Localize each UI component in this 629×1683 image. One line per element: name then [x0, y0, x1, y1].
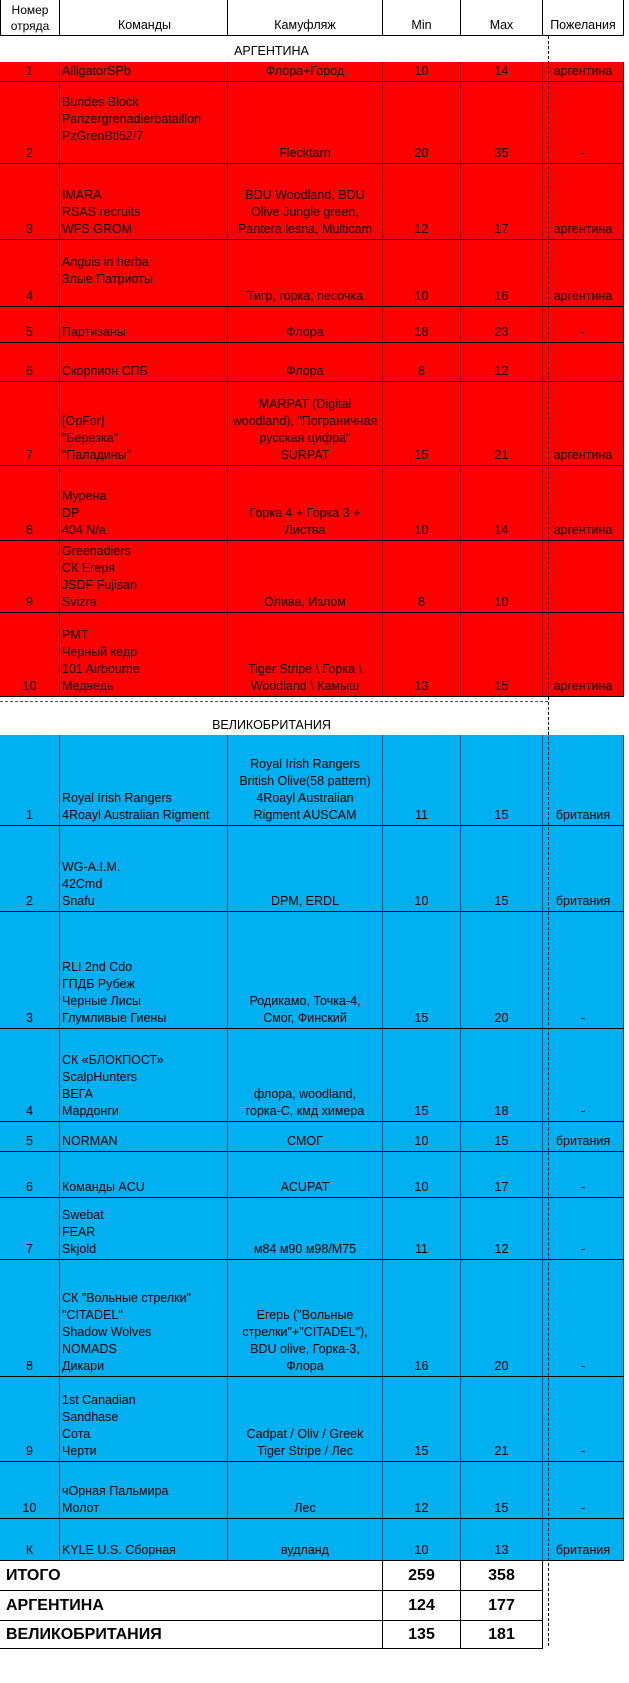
camo-cell	[228, 466, 383, 541]
wish-cell: аргентина	[543, 240, 624, 307]
max-cell: 20	[461, 1260, 543, 1377]
wish-cell: британия	[543, 826, 624, 912]
team-line: Скорпион СПБ	[62, 364, 148, 378]
squad-number: 10	[0, 613, 60, 697]
squad-number: 8	[0, 1260, 60, 1377]
argentina-row	[0, 613, 624, 697]
team-line: Черные Лисы	[62, 994, 141, 1008]
team-line: [OpFor]	[62, 414, 105, 428]
camo-cell	[228, 912, 383, 1029]
wishes-column-divider	[548, 36, 549, 1646]
team-line: Глумливые Гиены	[62, 1011, 167, 1025]
teams-cell	[60, 613, 228, 697]
max-cell: 10	[461, 541, 543, 613]
camo-cell	[228, 826, 383, 912]
min-cell: 10	[383, 62, 461, 82]
team-line: Команды ACU	[62, 1180, 145, 1194]
team-line: Молот	[62, 1501, 100, 1515]
camo-cell	[228, 240, 383, 307]
camo-cell	[228, 382, 383, 466]
min-cell: 10	[383, 240, 461, 307]
squad-number: 10	[0, 1462, 60, 1519]
wish-cell	[543, 541, 624, 613]
max-cell: 21	[461, 1377, 543, 1462]
team-line: Skjold	[62, 1242, 97, 1256]
teams-cell	[60, 466, 228, 541]
team-line: Черти	[62, 1444, 97, 1458]
camo-cell	[228, 164, 383, 240]
team-line: Черный кедр	[62, 645, 138, 659]
header-min: Min	[383, 0, 461, 36]
squad-number: 3	[0, 164, 60, 240]
teams-cell	[60, 1260, 228, 1377]
wish-cell: аргентина	[543, 382, 624, 466]
min-cell: 8	[383, 541, 461, 613]
section-argentina: АРГЕНТИНА	[234, 44, 309, 58]
team-line: NORMAN	[62, 1134, 118, 1148]
max-cell: 21	[461, 382, 543, 466]
teams-cell	[60, 826, 228, 912]
min-cell: 13	[383, 613, 461, 697]
team-line: KYLE U.S. Сборная	[62, 1543, 176, 1557]
min-cell: 12	[383, 1462, 461, 1519]
camo-cell	[228, 1519, 383, 1561]
max-cell: 20	[461, 912, 543, 1029]
squad-number: 3	[0, 912, 60, 1029]
britain-row	[0, 1122, 624, 1152]
camo-line: Olive Jungle green,	[251, 205, 359, 219]
team-line: СК Егеря	[62, 561, 115, 575]
max-cell: 14	[461, 62, 543, 82]
teams-cell	[60, 1152, 228, 1198]
britain-row	[0, 1260, 624, 1377]
teams-cell	[60, 541, 228, 613]
team-line: ГПДБ Рубеж	[62, 977, 135, 991]
min-cell: 10	[383, 1152, 461, 1198]
camo-line: Rigment AUSCAM	[253, 808, 357, 822]
team-line: СК «БЛОКПОСТ»	[62, 1053, 164, 1067]
total-row	[0, 1621, 624, 1649]
camo-line: Tiger Stripe / Лес	[257, 1444, 353, 1458]
min-cell: 11	[383, 735, 461, 826]
camo-line: горка-С, кмд химера	[245, 1104, 365, 1118]
britain-row	[0, 1029, 624, 1122]
team-line: Медведь	[62, 679, 114, 693]
teams-cell	[60, 735, 228, 826]
argentina-row	[0, 541, 624, 613]
camo-line: Тигр, горка, песочка	[246, 289, 364, 303]
total-min: 124	[383, 1591, 461, 1621]
britain-row	[0, 1152, 624, 1198]
wish-cell: -	[543, 307, 624, 343]
teams-cell	[60, 307, 228, 343]
teams-cell	[60, 1377, 228, 1462]
teams-cell	[60, 343, 228, 382]
britain-row	[0, 1462, 624, 1519]
team-line: СК "Вольные стрелки"	[62, 1291, 191, 1305]
min-cell: 15	[383, 1377, 461, 1462]
max-cell: 17	[461, 1152, 543, 1198]
team-line: DP	[62, 506, 80, 520]
wish-cell: -	[543, 82, 624, 164]
wish-cell: аргентина	[543, 164, 624, 240]
squad-number: 9	[0, 1377, 60, 1462]
squad-number: К	[0, 1519, 60, 1561]
squad-number: 7	[0, 382, 60, 466]
team-line: Snafu	[62, 894, 95, 908]
max-cell: 17	[461, 164, 543, 240]
team-line: Партизаны	[62, 325, 126, 339]
camo-line: Royal Irish Rangers	[250, 757, 360, 771]
team-line: ScalpHunters	[62, 1070, 138, 1084]
team-line: NOMADS	[62, 1342, 117, 1356]
team-line: 42Cmd	[62, 877, 103, 891]
camo-cell	[228, 1462, 383, 1519]
wish-cell: аргентина	[543, 613, 624, 697]
wish-cell: -	[543, 912, 624, 1029]
camo-line: Егерь ("Вольные	[256, 1308, 354, 1322]
camo-cell	[228, 1198, 383, 1260]
teams-cell	[60, 1122, 228, 1152]
camo-cell	[228, 82, 383, 164]
squad-number: 8	[0, 466, 60, 541]
britain-row	[0, 1519, 624, 1561]
camo-cell	[228, 1152, 383, 1198]
total-row	[0, 1591, 624, 1621]
camo-line: Олива, Излом	[264, 595, 346, 609]
team-line: 1st Canadian	[62, 1393, 136, 1407]
min-cell: 16	[383, 1260, 461, 1377]
wish-cell: британия	[543, 735, 624, 826]
header-camo: Камуфляж	[228, 0, 383, 36]
camo-line: Горка 4 + Горка 3 +	[249, 506, 361, 520]
wish-cell: -	[543, 1260, 624, 1377]
squad-number: 4	[0, 1029, 60, 1122]
argentina-row	[0, 343, 624, 382]
wish-cell: -	[543, 1462, 624, 1519]
camo-cell	[228, 1029, 383, 1122]
camo-line: 4Roayl Australian	[256, 791, 354, 805]
min-cell: 11	[383, 1198, 461, 1260]
team-line: Royal Irish Rangers	[62, 791, 172, 805]
britain-row	[0, 826, 624, 912]
camo-cell	[228, 62, 383, 82]
squad-number: 7	[0, 1198, 60, 1260]
camo-line: DPM, ERDL	[270, 894, 340, 908]
camo-cell	[228, 343, 383, 382]
max-cell: 15	[461, 1122, 543, 1152]
camo-cell	[228, 735, 383, 826]
squad-number: 6	[0, 343, 60, 382]
min-cell: 12	[383, 164, 461, 240]
teams-cell	[60, 1029, 228, 1122]
camo-line: вудланд	[281, 1543, 329, 1557]
camo-line: Листва	[284, 523, 326, 537]
britain-row	[0, 735, 624, 826]
camo-line: флора, woodland,	[253, 1087, 357, 1101]
camo-line: Woodland \ Камыш	[250, 679, 360, 693]
camo-line: woodland), "Пограничная	[232, 414, 378, 428]
team-line: Swebat	[62, 1208, 104, 1222]
total-label: ИТОГО	[0, 1561, 383, 1591]
team-line: "Березка"	[62, 431, 119, 445]
max-cell: 15	[461, 1462, 543, 1519]
camo-line: Родикамо, Точка-4,	[249, 994, 361, 1008]
teams-cell	[60, 1198, 228, 1260]
britain-row	[0, 1198, 624, 1260]
team-line: WG-A.I.M.	[62, 860, 121, 874]
camo-line: Flecktarn	[279, 146, 331, 160]
wish-cell: -	[543, 1198, 624, 1260]
team-line: 4Roayl Australian Rigment	[62, 808, 210, 822]
camo-line: BDU olive, Горка-3,	[250, 1342, 360, 1356]
camo-line: Cadpat / Oliv / Greek	[246, 1427, 364, 1441]
total-min: 259	[383, 1561, 461, 1591]
min-cell: 10	[383, 1519, 461, 1561]
teams-cell	[60, 82, 228, 164]
max-cell: 15	[461, 826, 543, 912]
total-max: 177	[461, 1591, 543, 1621]
camo-line: Флора+Город	[265, 64, 345, 78]
squad-number: 5	[0, 307, 60, 343]
argentina-row	[0, 62, 624, 82]
camo-line: Флора	[286, 1359, 324, 1373]
header-wishes: Пожелания	[543, 0, 624, 36]
team-line: 101 Airbourne	[62, 662, 140, 676]
team-line: PMT	[62, 628, 89, 642]
camo-line: British Olive(58 pattern)	[239, 774, 371, 788]
squad-number: 6	[0, 1152, 60, 1198]
squad-number: 1	[0, 735, 60, 826]
team-line: "CITADEL"	[62, 1308, 123, 1322]
teams-cell	[60, 912, 228, 1029]
wish-cell: британия	[543, 1519, 624, 1561]
team-line: Сота	[62, 1427, 91, 1441]
section-britain: ВЕЛИКОБРИТАНИЯ	[212, 718, 331, 732]
team-line: Sandhase	[62, 1410, 119, 1424]
team-line: ВЕГА	[62, 1087, 93, 1101]
teams-cell	[60, 1519, 228, 1561]
camo-cell	[228, 307, 383, 343]
camo-cell	[228, 1377, 383, 1462]
section-divider	[0, 701, 548, 702]
wish-cell: -	[543, 1377, 624, 1462]
min-cell: 10	[383, 826, 461, 912]
team-line: Злые Патриоты	[62, 272, 153, 286]
camo-line: SURPAT	[280, 448, 330, 462]
team-line: Дикари	[62, 1359, 105, 1373]
team-line: Greenadiers	[62, 544, 131, 558]
team-line: JSDF Fujisan	[62, 578, 138, 592]
max-cell: 15	[461, 613, 543, 697]
team-line: "Паладины"	[62, 448, 132, 462]
min-cell: 8	[383, 343, 461, 382]
argentina-row	[0, 240, 624, 307]
total-row	[0, 1561, 624, 1591]
camo-cell	[228, 613, 383, 697]
wish-cell	[543, 343, 624, 382]
team-line: AlligatorSPb	[62, 64, 131, 78]
max-cell: 23	[461, 307, 543, 343]
argentina-row	[0, 82, 624, 164]
min-cell: 15	[383, 912, 461, 1029]
wish-cell: британия	[543, 1122, 624, 1152]
team-line: FEAR	[62, 1225, 96, 1239]
squad-number: 2	[0, 82, 60, 164]
team-line: RSAS recruits	[62, 205, 141, 219]
header-teams: Команды	[60, 0, 228, 36]
camo-line: ACUPAT	[280, 1180, 330, 1194]
team-line	[62, 145, 227, 162]
squad-number: 5	[0, 1122, 60, 1152]
team-line: Shadow Wolves	[62, 1325, 152, 1339]
camo-line: Флора	[286, 364, 324, 378]
min-cell: 20	[383, 82, 461, 164]
total-label: ВЕЛИКОБРИТАНИЯ	[0, 1621, 383, 1649]
wish-cell: -	[543, 1029, 624, 1122]
teams-cell	[60, 62, 228, 82]
team-line: PzGrenBtl52/7	[62, 129, 144, 143]
team-line: чОрная Пальмира	[62, 1484, 169, 1498]
camo-line: Лес	[294, 1501, 316, 1515]
teams-cell	[60, 164, 228, 240]
camo-line: м84 м90 м98/M75	[253, 1242, 357, 1256]
max-cell: 15	[461, 735, 543, 826]
total-max: 181	[461, 1621, 543, 1649]
argentina-row	[0, 382, 624, 466]
team-line: Bundes Block	[62, 95, 139, 109]
team-line: Мурена	[62, 489, 107, 503]
camo-cell	[228, 1260, 383, 1377]
teams-cell	[60, 240, 228, 307]
camo-cell	[228, 541, 383, 613]
britain-row	[0, 912, 624, 1029]
camo-line: стрелки"+"CITADEL"),	[242, 1325, 368, 1339]
header-row	[0, 0, 624, 36]
wish-cell: -	[543, 1152, 624, 1198]
min-cell: 10	[383, 1122, 461, 1152]
teams-cell	[60, 382, 228, 466]
wish-cell: аргентина	[543, 466, 624, 541]
squad-number: 9	[0, 541, 60, 613]
header-max: Max	[461, 0, 543, 36]
team-line: RLI 2nd Cdo	[62, 960, 133, 974]
team-line: Anguis in herba	[62, 255, 149, 269]
squad-number: 2	[0, 826, 60, 912]
squad-number: 1	[0, 62, 60, 82]
camo-cell	[228, 1122, 383, 1152]
total-label: АРГЕНТИНА	[0, 1591, 383, 1621]
argentina-row	[0, 307, 624, 343]
team-line: Мардонги	[62, 1104, 119, 1118]
camo-line: русская цифра"	[259, 431, 351, 445]
max-cell: 12	[461, 1198, 543, 1260]
team-line: Panzergrenadierbataillon	[62, 112, 201, 126]
teams-cell	[60, 1462, 228, 1519]
max-cell: 18	[461, 1029, 543, 1122]
team-line: 404 N/a	[62, 523, 106, 537]
camo-line: Tiger Stripe \ Горка \	[247, 662, 363, 676]
camo-line: MARPAT (Digital	[258, 397, 352, 411]
max-cell: 14	[461, 466, 543, 541]
max-cell: 13	[461, 1519, 543, 1561]
camo-line: BDU Woodland, BDU	[245, 188, 365, 202]
min-cell: 15	[383, 1029, 461, 1122]
total-min: 135	[383, 1621, 461, 1649]
min-cell: 15	[383, 382, 461, 466]
team-line	[62, 288, 227, 305]
min-cell: 10	[383, 466, 461, 541]
camo-line: Флора	[286, 325, 324, 339]
argentina-row	[0, 164, 624, 240]
team-line: IMARA	[62, 188, 102, 202]
squad-number: 4	[0, 240, 60, 307]
header-num: Номер отряда	[0, 0, 60, 36]
wish-cell: аргентина	[543, 62, 624, 82]
min-cell: 18	[383, 307, 461, 343]
max-cell: 12	[461, 343, 543, 382]
camo-line: Pantera lesna, Multicam	[237, 222, 373, 236]
max-cell: 35	[461, 82, 543, 164]
max-cell: 16	[461, 240, 543, 307]
team-line: Svizra	[62, 595, 97, 609]
britain-row	[0, 1377, 624, 1462]
argentina-row	[0, 466, 624, 541]
camo-line: СМОГ	[287, 1134, 323, 1148]
camo-line: Смог, Финский	[263, 1011, 347, 1025]
team-line: WFS GROM	[62, 222, 133, 236]
total-max: 358	[461, 1561, 543, 1591]
